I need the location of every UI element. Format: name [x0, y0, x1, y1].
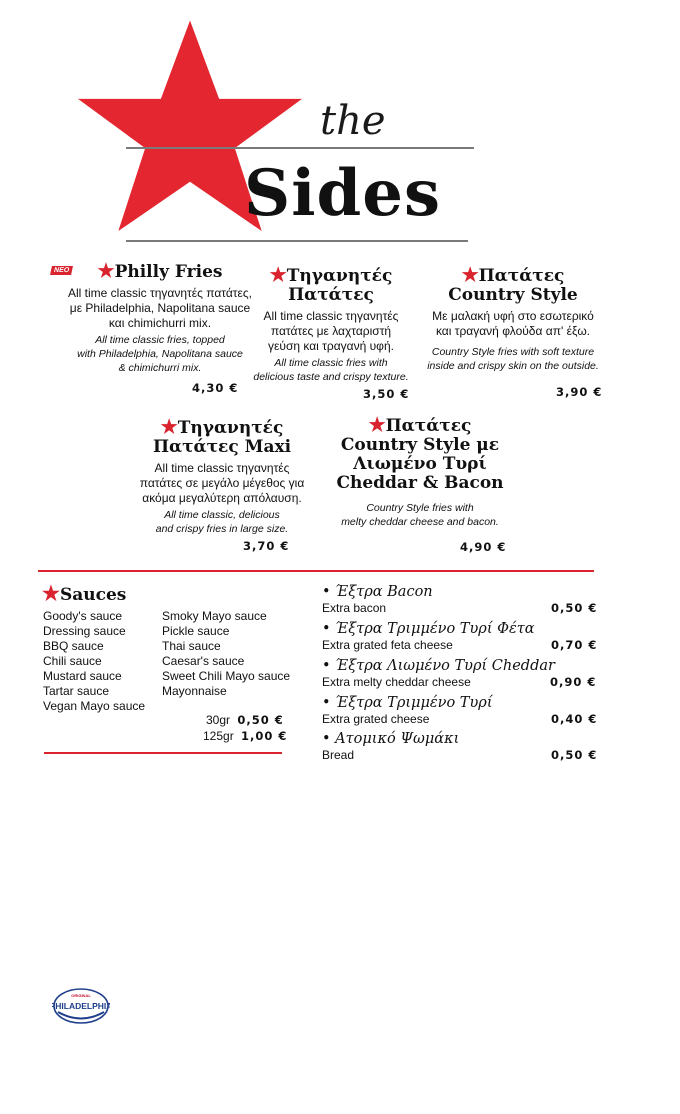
- item-price: 3,70 €: [243, 539, 290, 553]
- item-greek-desc: All time classic τηγανητές πατάτες με λαχταριστή γεύση και τραγανή υφή.: [263, 309, 399, 353]
- item-title: ★Τηγανητές Πατάτες Maxi: [152, 416, 292, 457]
- item-price: 3,90 €: [556, 385, 603, 399]
- extra-price: 0,90 €: [550, 675, 597, 689]
- item-english-desc: All time classic, delicious and crispy fries in large size.: [155, 509, 289, 535]
- item-price: 4,30 €: [192, 381, 239, 395]
- philadelphia-logo: [52, 985, 110, 1025]
- sauce-item: Chili sauce: [43, 654, 102, 668]
- item-country-style: [424, 266, 602, 373]
- star-icon: ★: [42, 581, 60, 605]
- item-price: 3,50 €: [363, 387, 410, 401]
- sauces-list-1: [43, 609, 145, 714]
- extra-grated-cheese: • Έξτρα Τριμμένο Τυρί Extra grated cheese: [322, 695, 493, 726]
- svg-text:PHILADELPHIA: PHILADELPHIA: [52, 1001, 110, 1011]
- sauce-item: Smoky Mayo sauce: [162, 609, 267, 623]
- sauce-item: Goody's sauce: [43, 609, 123, 623]
- item-title: ★Τηγανητές Πατάτες: [269, 264, 393, 305]
- star-icon: ★: [269, 264, 287, 286]
- extra-bacon: • Έξτρα Bacon Extra bacon: [322, 584, 433, 615]
- extra-price: 0,70 €: [551, 638, 598, 652]
- extra-price: 0,50 €: [551, 748, 598, 762]
- extra-price: 0,40 €: [551, 712, 598, 726]
- star-icon: ★: [461, 264, 479, 286]
- item-country-cheddar-bacon: [326, 416, 514, 529]
- sauce-item: Dressing sauce: [43, 624, 126, 638]
- star-icon: ★: [160, 416, 178, 438]
- header-sides: Sides: [244, 156, 442, 231]
- item-price: 4,90 €: [460, 540, 507, 554]
- item-greek-desc: All time classic τηγανητές πατάτες, με Philadelphia, Napolitana sauce και chimichurri mix.: [67, 286, 252, 330]
- new-badge: NEO: [50, 266, 73, 275]
- item-english-desc: Country Style fries with soft texture inside and crispy skin on the outside.: [427, 346, 599, 372]
- sauces-title: ★Sauces: [42, 581, 127, 605]
- sauce-item: Pickle sauce: [162, 624, 230, 638]
- sauce-size-30: 30gr 0,50 €: [206, 713, 284, 727]
- header-the: the: [320, 98, 386, 144]
- sauce-item: Sweet Chili Mayo sauce: [162, 669, 291, 683]
- sauce-item: Thai sauce: [162, 639, 221, 653]
- sauce-item: Tartar sauce: [43, 684, 110, 698]
- section-divider: [38, 570, 594, 572]
- item-title: ★Πατάτες Country Style με Λιωμένο Τυρί Cheddar & Bacon: [336, 414, 504, 493]
- item-greek-desc: All time classic τηγανητές πατάτες σε μεγάλο μέγεθος για ακόμα μεγαλύτερη απόλαυση.: [139, 461, 305, 505]
- sauce-item: Mayonnaise: [162, 684, 227, 698]
- sauces-divider: [44, 752, 282, 754]
- sauces-list-2: [162, 609, 290, 699]
- item-fries: [250, 266, 412, 384]
- star-icon: ★: [97, 260, 115, 282]
- extra-bread: • Ατομικό Ψωμάκι Bread: [322, 731, 460, 762]
- extra-price: 0,50 €: [551, 601, 598, 615]
- item-philly-fries: [50, 262, 270, 375]
- item-english-desc: All time classic fries, topped with Philadelphia, Napolitana sauce & chimichurri mix.: [77, 334, 243, 374]
- header-rule-top: [126, 147, 474, 149]
- sauce-item: Vegan Mayo sauce: [43, 699, 146, 713]
- svg-text:ORIGINAL: ORIGINAL: [71, 993, 91, 998]
- sauce-item: Caesar's sauce: [162, 654, 245, 668]
- item-greek-desc: Με μαλακή υφή στο εσωτερικό και τραγανή φλούδα απ' έξω.: [432, 309, 594, 338]
- sauce-item: Mustard sauce: [43, 669, 122, 683]
- sauce-size-125: 125gr 1,00 €: [203, 729, 288, 743]
- item-english-desc: All time classic fries with delicious taste and crispy texture.: [253, 357, 409, 383]
- item-title: ★Πατάτες Country Style: [448, 264, 578, 305]
- item-english-desc: Country Style fries with melty cheddar cheese and bacon.: [341, 502, 499, 528]
- star-icon: ★: [368, 414, 386, 436]
- sauce-item: BBQ sauce: [43, 639, 104, 653]
- extra-feta: • Έξτρα Τριμμένο Τυρί Φέτα Extra grated feta cheese: [322, 621, 535, 652]
- item-title: ★Philly Fries: [97, 260, 223, 282]
- header-rule-bottom: [126, 240, 468, 242]
- extra-cheddar: • Έξτρα Λιωμένο Τυρί Cheddar Extra melty cheddar cheese: [322, 658, 555, 689]
- item-fries-maxi: [138, 418, 306, 536]
